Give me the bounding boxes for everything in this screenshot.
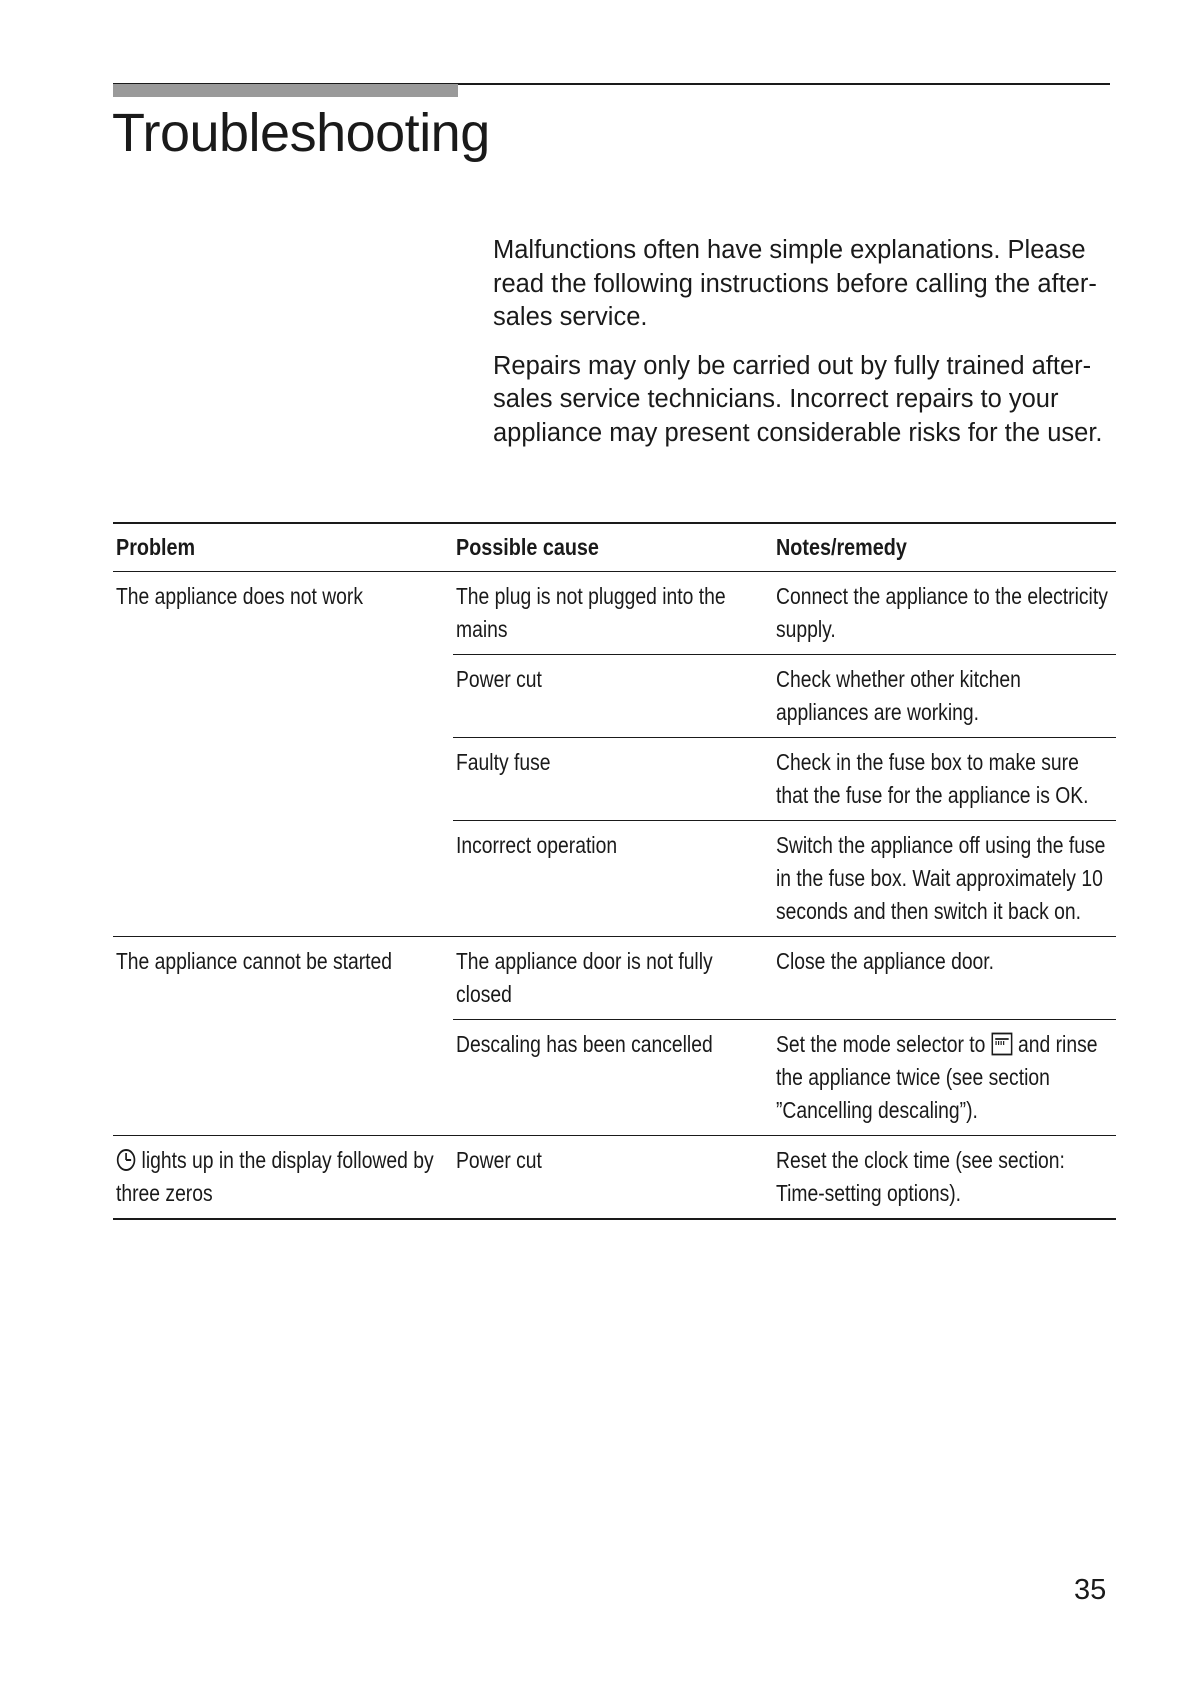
remedy-cell: Reset the clock time (see section: Time-setting options).: [776, 1147, 1065, 1206]
cause-cell: Incorrect operation: [456, 832, 618, 858]
remedy-cell: Connect the appliance to the electricity supply.: [776, 583, 1108, 642]
cause-cell: Power cut: [456, 666, 542, 692]
remedy-cell: Close the appliance door.: [776, 948, 995, 974]
problem-cell: [116, 1144, 453, 1210]
header-problem: Problem: [116, 534, 196, 560]
page-title: Troubleshooting: [112, 103, 490, 163]
intro-paragraph-2: Repairs may only be carried out by fully trained after-sales service technicians. Incorrect repairs to your appliance may present considerable risks for the user.: [493, 351, 1103, 447]
steam-mode-icon: [991, 1032, 1013, 1056]
intro-paragraph-1: Malfunctions often have simple explanations. Please read the following instructions before calling the after-sales service.: [493, 236, 1097, 331]
cause-cell: Power cut: [456, 1147, 542, 1173]
cause-cell: Faulty fuse: [456, 749, 551, 775]
problem-cell: The appliance does not work: [116, 583, 364, 609]
table-group: [113, 937, 1116, 1136]
table-group: [113, 1136, 1116, 1220]
table-row: [453, 1020, 1116, 1135]
table-row: [453, 1136, 1116, 1218]
header-possible-cause: Possible cause: [456, 534, 599, 560]
remedy-cell: Check in the fuse box to make sure that the fuse for the appliance is OK.: [776, 749, 1089, 808]
table-row: [453, 655, 1116, 738]
table-row: [453, 738, 1116, 821]
cause-cell: Descaling has been cancelled: [456, 1031, 713, 1057]
table-header: [113, 522, 1116, 572]
table-row: [453, 572, 1116, 655]
remedy-cell: [776, 1028, 1116, 1127]
cause-cell: The appliance door is not fully closed: [456, 948, 713, 1007]
troubleshooting-table: [113, 522, 1116, 1220]
problem-text: lights up in the display followed by three zeros: [116, 1147, 434, 1206]
problem-cell: The appliance cannot be started: [116, 948, 393, 974]
page-number: 35: [1074, 1574, 1107, 1606]
header-accent-bar: [113, 84, 458, 97]
remedy-cell: Switch the appliance off using the fuse in the fuse box. Wait approximately 10 seconds and then switch it back on.: [776, 832, 1106, 924]
clock-icon: [116, 1148, 136, 1172]
remedy-text-before-icon: Set the mode selector to: [776, 1031, 986, 1057]
remedy-cell: Check whether other kitchen appliances are working.: [776, 666, 1021, 725]
header-notes-remedy: Notes/remedy: [776, 534, 907, 560]
remedy-text-after-icon: and rinse the appliance twice (see section ”Cancelling descaling”).: [776, 1031, 1098, 1123]
table-row: [453, 937, 1116, 1020]
table-group: [113, 572, 1116, 937]
intro-text: [493, 234, 1113, 465]
cause-cell: The plug is not plugged into the mains: [456, 583, 726, 642]
table-row: [453, 821, 1116, 936]
